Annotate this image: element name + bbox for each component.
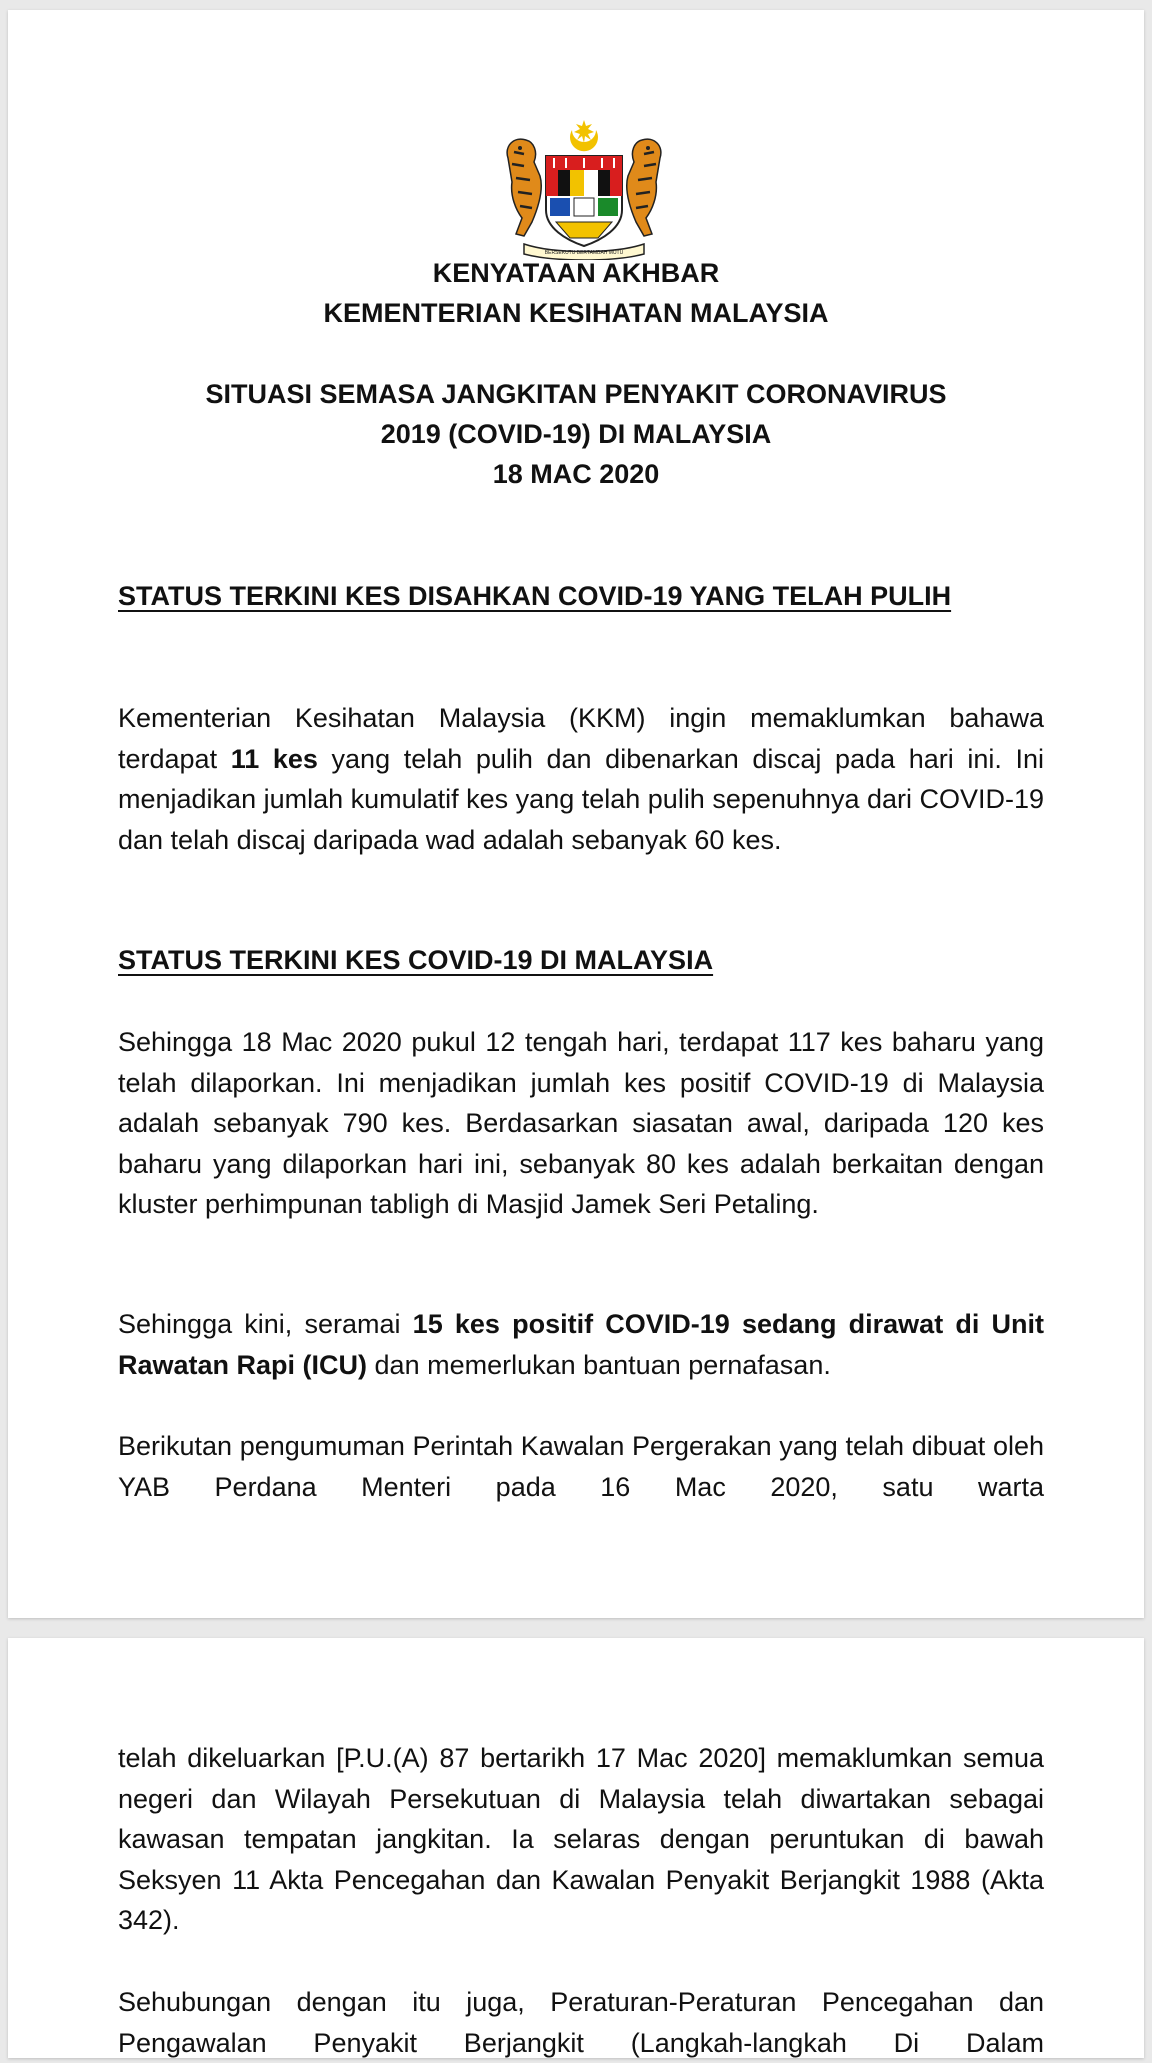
paragraph-movement-control: Berikutan pengumuman Perintah Kawalan Pergerakan yang telah dibuat oleh YAB Perdana Menteri pada 16 Mac 2020, satu warta [118,1431,1044,1502]
document-page-2 [8,1638,1144,2058]
malaysia-coat-of-arms-icon [494,118,674,260]
document-page-1 [8,10,1144,1618]
header-line-2: KEMENTERIAN KESIHATAN MALAYSIA [323,298,829,328]
paragraph-regulations: Sehubungan dengan itu juga, Peraturan-Peraturan Pencegahan dan Pengawalan Penyakit Berjangkit (Langkah-langkah Di Dalam [118,1987,1044,2058]
crest-motto: BERSEKUTU BERTAMBAH MUTU [544,250,624,256]
text-run: Kementerian Kesihatan Malaysia (KKM) ingin memaklumkan bahawa terdapat [118,703,1044,774]
title-line-1: SITUASI SEMASA JANGKITAN PENYAKIT CORONAVIRUS [205,379,947,409]
title-line-2: 2019 (COVID-19) DI MALAYSIA [380,419,772,449]
text-run: dan memerlukan bantuan pernafasan. [367,1349,831,1380]
press-release-header [8,253,1144,333]
section-heading-status: STATUS TERKINI KES COVID-19 DI MALAYSIA [118,945,714,975]
document-title [8,374,1144,494]
paragraph-new-cases: Sehingga 18 Mac 2020 pukul 12 tengah hari, terdapat 117 kes baharu yang telah dilaporkan. Ini menjadikan jumlah kes positif COVID-19 di Malaysia adalah sebanyak 790 kes. Berdasarkan siasatan awal, daripada 120 kes baharu yang dilaporkan hari ini, sebanyak 80 kes adalah berkaitan dengan kluster perhimpunan tabligh di Masjid Jamek Seri Petaling. [118,1027,1044,1219]
section-heading-recovered: STATUS TERKINI KES DISAHKAN COVID-19 YANG TELAH PULIH [118,581,952,611]
bold-icu-statement: 15 kes positif COVID-19 sedang dirawat di Unit Rawatan Rapi (ICU) [118,1309,1045,1380]
header-line-1: KENYATAAN AKHBAR [432,258,720,288]
paragraph-icu-cases [118,1304,1044,1385]
bold-recovered-count: 11 kes [230,743,318,774]
document-date: 18 MAC 2020 [492,459,660,489]
paragraph-gazette: telah dikeluarkan [P.U.(A) 87 bertarikh 17 Mac 2020] memaklumkan semua negeri dan Wilayah Persekutuan di Malaysia telah diwartakan sebagai kawasan tempatan jangkitan. Ia selaras dengan peruntukan di bawah Seksyen 11 Akta Pencegahan dan Kawalan Penyakit Berjangkit 1988 (Akta 342). [118,1743,1044,1935]
text-run: Sehingga kini, seramai [118,1309,413,1339]
paragraph-recovered-cases [118,698,1044,860]
text-run: yang telah pulih dan dibenarkan discaj pada hari ini. Ini menjadikan jumlah kumulatif kes yang telah pulih sepenuhnya dari COVID-19 dan telah discaj daripada wad adalah sebanyak 60 kes. [118,743,1045,855]
